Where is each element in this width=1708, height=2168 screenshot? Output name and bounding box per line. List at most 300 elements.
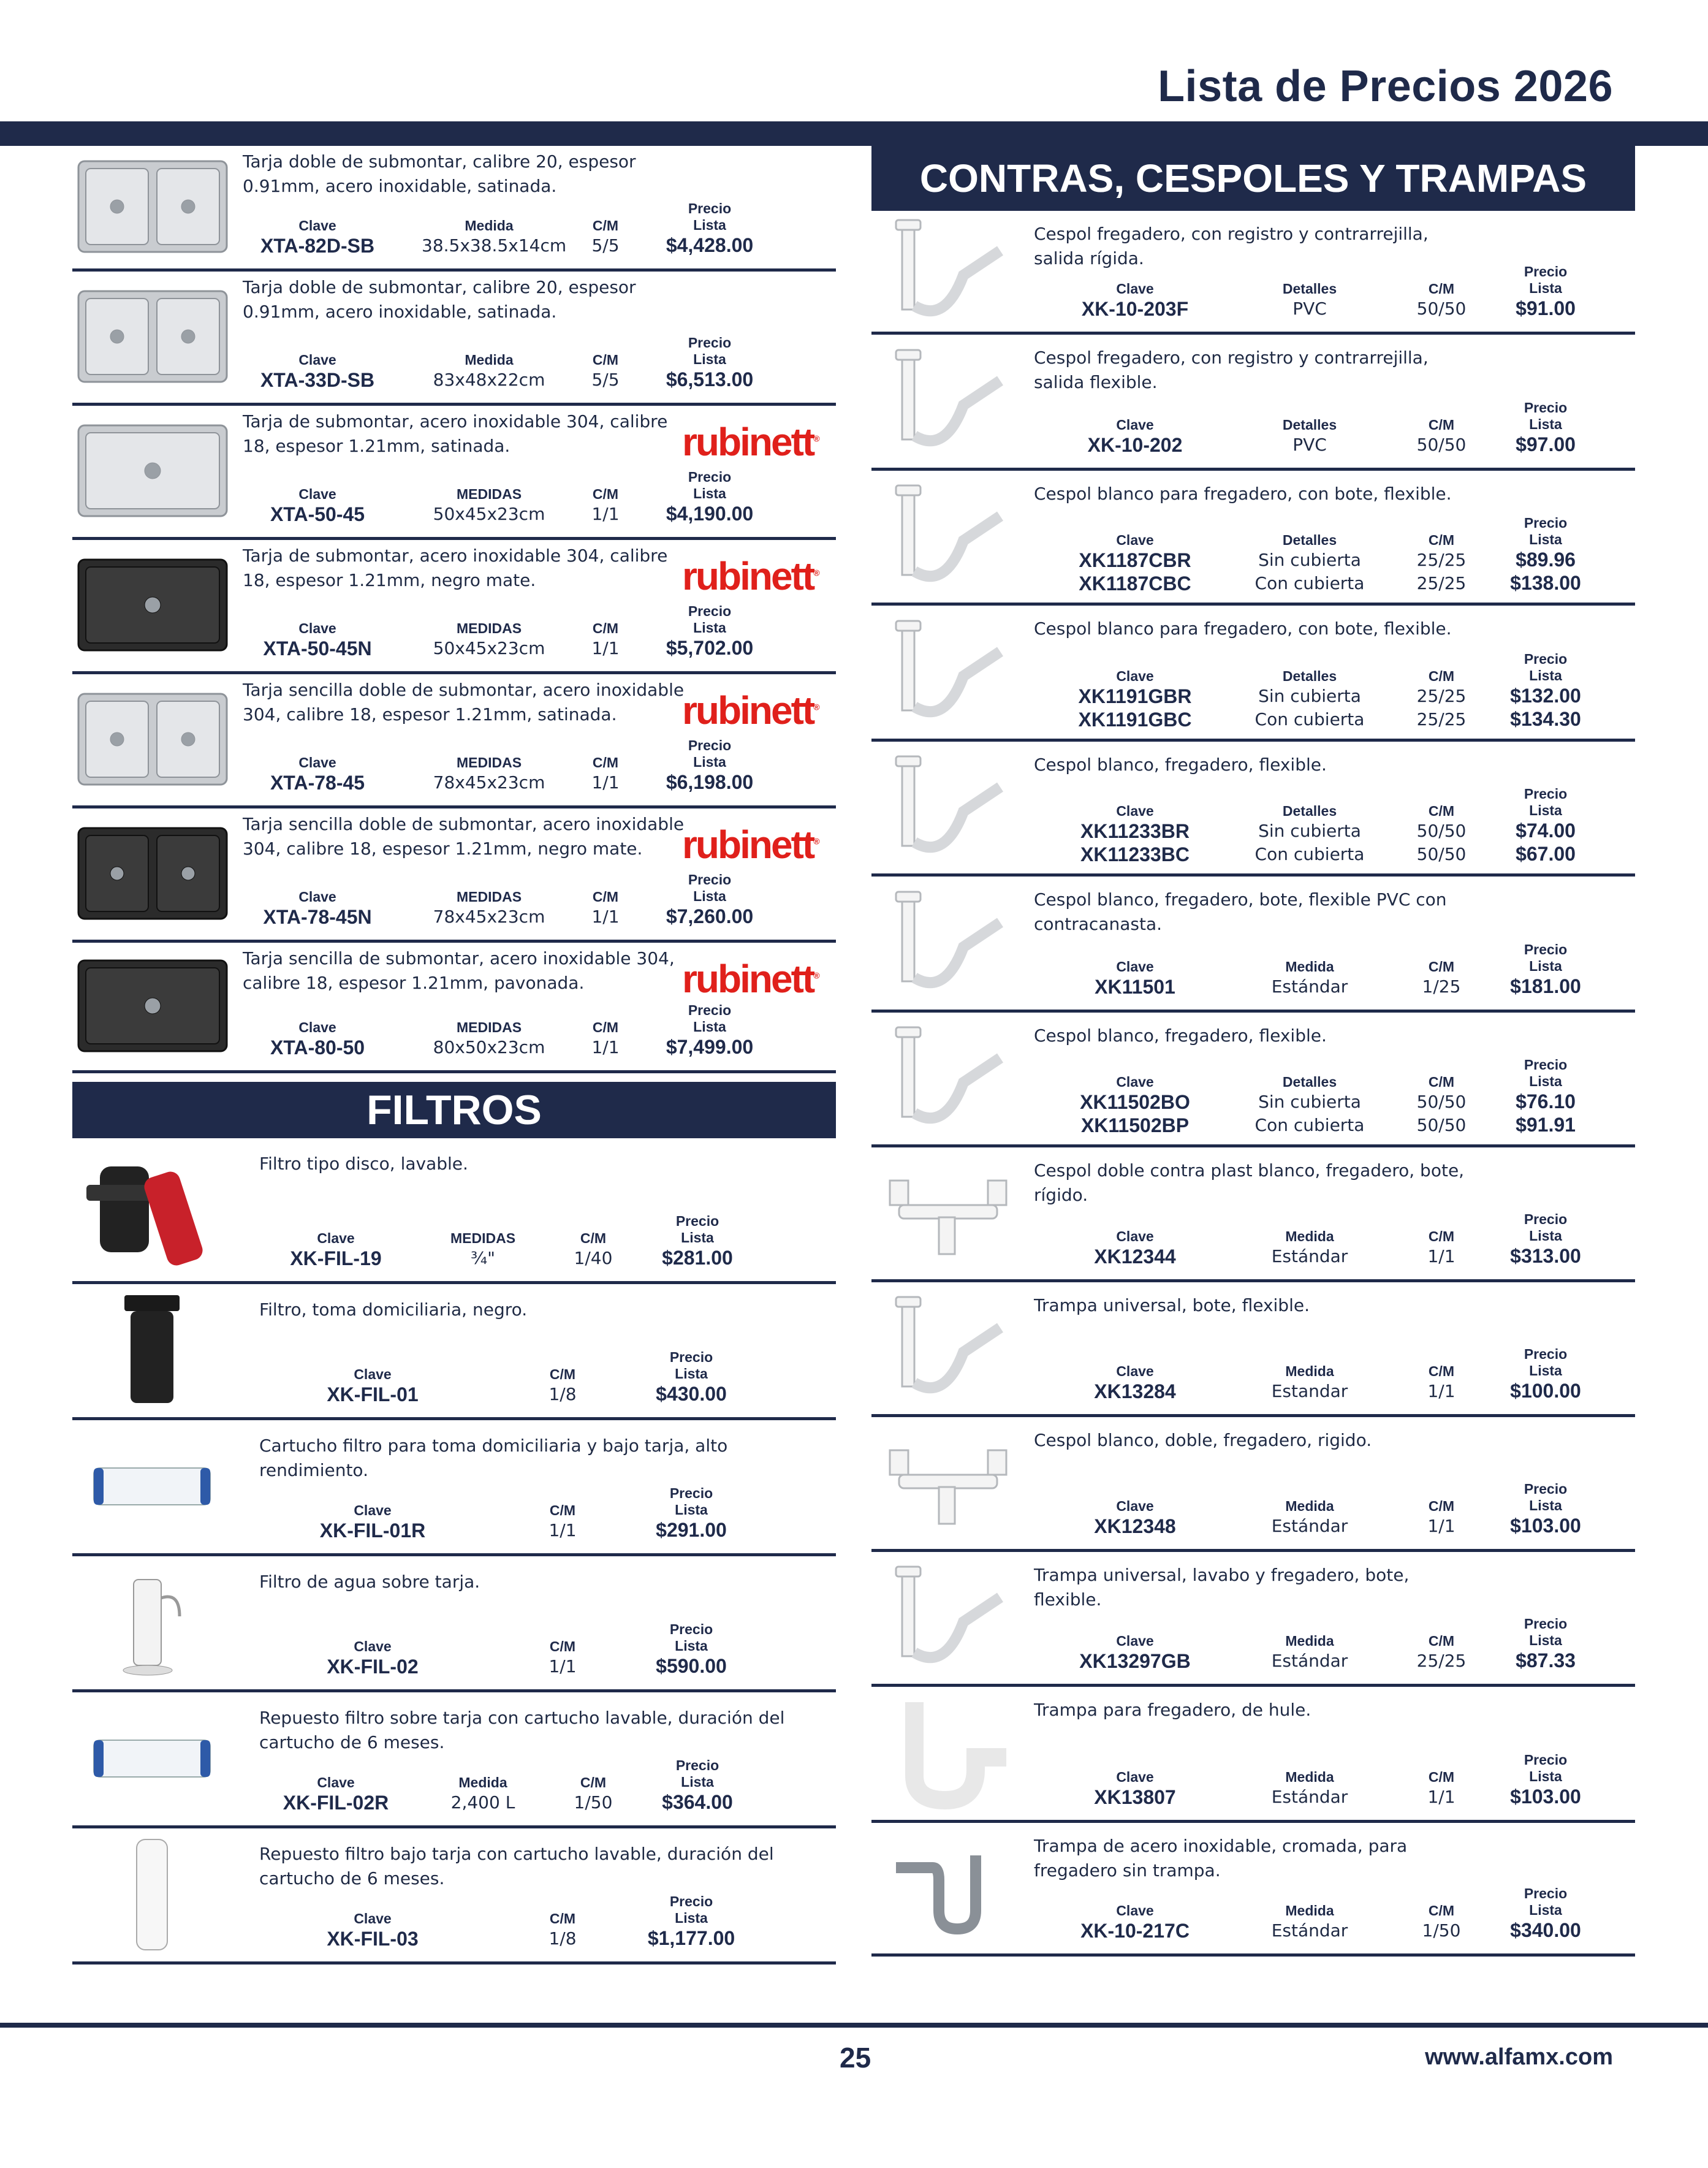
price-field-label: Lista [681,1230,714,1246]
clave-field-value: XK11233BC [1080,843,1190,865]
price-field [1484,651,1607,731]
product-description: Cespol fregadero, con registro y contrarrejilla, salida rígida. [1034,224,1429,268]
detalle-field [1239,803,1380,866]
cm-field-value: 1/1 [591,638,620,658]
clave-field-value: XK13284 [1094,1380,1176,1402]
clave-field-label: Clave [317,1230,355,1246]
double-trap-icon [871,1156,1025,1272]
price-field-label: Precio [1524,786,1568,802]
rubinett-logo-text: rubinett [682,823,814,867]
cm-field [501,1638,624,1678]
product-description: Repuesto filtro bajo tarja con cartucho lavable, duración del cartucho de 6 meses. [259,1844,774,1888]
cespol-item [871,1282,1635,1417]
clave-field-value: XK-FIL-01 [327,1383,419,1405]
price-field-label: Lista [693,1019,726,1035]
page-number: 25 [840,2042,871,2074]
cm-field-label: C/M [580,1230,607,1246]
price-field-label: Precio [1524,264,1568,280]
price-field-value: $340.00 [1510,1919,1581,1941]
detalle-field-value: Con cubierta [1254,709,1365,729]
price-field [612,1349,771,1405]
price-field-label: Precio [1524,651,1568,667]
cm-field-value: 25/25 [1416,709,1467,729]
cm-field-value: 50/50 [1416,299,1467,319]
cm-field [1399,1498,1484,1538]
cespol-item [871,1147,1635,1282]
cm-field-label: C/M [549,1366,576,1382]
flex-trap-icon [871,750,1025,867]
clave-field-label: Clave [354,1366,392,1382]
cm-field [501,1502,624,1542]
price-field-label: Lista [1529,1073,1562,1089]
price-field [1484,400,1607,456]
clave-field-value: XTA-80-50 [270,1036,365,1059]
price-field [636,335,783,391]
cm-field-label: C/M [1428,281,1455,297]
detalle-field-label: Detalles [1282,1074,1337,1090]
medida-field-label: Medida [458,1774,507,1790]
price-field-label: Lista [1529,668,1562,683]
detalle-field-label: Medida [1285,1498,1334,1514]
price-field-label: Lista [1529,802,1562,818]
cm-field [563,218,648,257]
product-description: Cespol blanco, fregadero, bote, flexible PVC con contracanasta. [1034,889,1447,934]
price-field-value: $430.00 [656,1383,727,1405]
price-field-label: Precio [675,1213,719,1229]
rubinett-logo-text: rubinett [682,957,814,1001]
clave-field [238,755,397,794]
price-field-label: Lista [675,1910,708,1926]
registered-mark: ® [813,568,818,578]
medida-field-value: 38.5x38.5x14cm [422,235,567,256]
clave-field-label: Clave [1116,1633,1154,1649]
universal-trap-icon [871,1291,1025,1407]
price-field-label: Lista [1529,1363,1562,1379]
cespol-item [871,335,1635,471]
price-field-label: Lista [693,485,726,501]
clave-field-value: XK1191GBC [1078,709,1192,731]
rubinett-logo [682,419,818,465]
product-description: Filtro tipo disco, lavable. [259,1154,468,1174]
cm-field-value: 1/1 [1427,1516,1456,1536]
price-field-value: $91.91 [1516,1114,1576,1136]
medida-field-label: MEDIDAS [456,1019,522,1035]
price-field-value: $5,702.00 [666,637,754,659]
price-field-value: $7,260.00 [666,905,754,927]
product-description: Cespol blanco para fregadero, con bote, flexible. [1034,484,1452,504]
price-field-label: Precio [688,469,732,485]
price-field-label: Lista [693,351,726,367]
detalle-field-label: Medida [1285,1769,1334,1785]
clave-field [1055,959,1215,998]
clave-field-value: XK13297GB [1079,1650,1191,1672]
price-field-label: Precio [675,1757,719,1773]
cm-field [501,1366,624,1406]
bottle-trap-icon [871,614,1025,732]
clave-field-label: Clave [1116,1074,1154,1090]
price-field-value: $138.00 [1510,572,1581,594]
price-field-value: $91.00 [1516,297,1576,319]
cm-field [1399,1074,1484,1137]
cm-field-value: 1/50 [1422,1920,1461,1941]
cespol-item [871,471,1635,606]
price-field-value: $6,513.00 [666,368,754,390]
filtro-item [72,1828,836,1965]
price-field [1484,1616,1607,1672]
detalle-field-label: Detalles [1282,668,1337,684]
detalle-field-value: Estandar [1271,1381,1348,1401]
cm-field [563,352,648,392]
clave-field [1055,417,1215,457]
rubinett-logo [682,553,818,599]
cm-field-label: C/M [1428,417,1455,433]
cm-field-value: 1/1 [1427,1787,1456,1807]
price-field-label: Lista [693,754,726,770]
price-field [612,1893,771,1950]
clave-field-value: XK-10-202 [1087,434,1183,456]
registered-mark: ® [813,970,818,981]
price-field [1484,1752,1607,1808]
clave-field-label: Clave [317,1774,355,1790]
price-field-value: $100.00 [1510,1380,1581,1402]
price-field-label: Precio [669,1893,713,1909]
cm-field-value: 1/40 [574,1248,613,1268]
price-field-value: $87.33 [1516,1649,1576,1672]
clave-field [238,218,397,257]
cespol-item [871,1013,1635,1147]
detalle-field-value: Con cubierta [1254,573,1365,593]
clave-field [1055,1633,1215,1673]
rubinett-logo-text: rubinett [682,554,814,598]
product-description: Cespol blanco, fregadero, flexible. [1034,755,1327,775]
detalle-field-value: Con cubierta [1254,1115,1365,1135]
clave-field-label: Clave [1116,1363,1154,1379]
price-field-value: $97.00 [1516,433,1576,455]
cm-field-label: C/M [580,1774,607,1790]
cm-field-label: C/M [592,352,619,368]
rubinett-logo-text: rubinett [682,688,814,732]
countertop-filter-icon [72,1564,232,1681]
medida-field [422,352,556,392]
price-field [636,200,783,257]
cm-field-label: C/M [1428,1903,1455,1919]
cm-field-value: 25/25 [1416,1651,1467,1671]
clave-field-value: XK11501 [1095,976,1175,998]
price-field-label: Lista [681,1774,714,1790]
clave-field-value: XK-FIL-01R [319,1520,426,1542]
detalle-field [1239,959,1380,998]
clave-field-value: XTA-78-45N [263,906,372,928]
medida-field-value: 50x45x23cm [433,504,545,524]
cm-field [550,1774,636,1814]
cm-field [1399,1363,1484,1403]
double-sink-black-icon [72,815,233,932]
detalle-field-value: Estándar [1271,1787,1348,1807]
price-field-value: $6,198.00 [666,771,754,793]
tarja-item [72,808,836,943]
clave-field-label: Clave [1116,1228,1154,1244]
price-field-label: Precio [669,1621,713,1637]
universal-trap-icon [871,1561,1025,1677]
single-sink-black-icon [72,949,233,1062]
cm-field [1399,1903,1484,1942]
product-description: Repuesto filtro sobre tarja con cartucho lavable, duración del cartucho de 6 meses. [259,1708,785,1752]
price-field-value: $132.00 [1510,685,1581,707]
price-field-label: Precio [688,603,732,619]
registered-mark: ® [813,702,818,712]
detalle-field-label: Medida [1285,1903,1334,1919]
tarja-item [72,674,836,808]
cm-field-label: C/M [1428,1769,1455,1785]
detalle-field-value: Sin cubierta [1258,550,1361,570]
clave-field-label: Clave [354,1911,392,1926]
price-field-label: Lista [1529,1497,1562,1513]
clave-field-label: Clave [298,755,336,770]
price-field-label: Lista [1529,280,1562,296]
tarja-item [72,272,836,406]
rigid-trap-icon [871,219,1025,325]
price-field [612,1485,771,1542]
medida-field-label: MEDIDAS [456,486,522,502]
medida-field-label: MEDIDAS [456,620,522,636]
clave-field [1055,281,1215,321]
price-field-label: Precio [1524,400,1568,416]
price-field-value: $4,428.00 [666,234,754,256]
price-field-label: Precio [1524,1481,1568,1497]
price-field-label: Lista [675,1502,708,1518]
flex-trap-icon [871,885,1025,1003]
clave-field [1055,1363,1215,1403]
cm-field-label: C/M [549,1911,576,1926]
price-field [636,469,783,525]
product-description: Tarja sencilla doble de submontar, acero inoxidable 304, calibre 18, espesor 1.21mm, negro mate. [243,814,685,859]
clave-field [1055,668,1215,731]
detalle-field [1239,281,1380,321]
product-description: Trampa universal, lavabo y fregadero, bote, flexible. [1034,1565,1410,1610]
clave-field-label: Clave [354,1638,392,1654]
detalle-field-value: Sin cubierta [1258,821,1361,841]
double-sink-icon [72,278,233,395]
detalle-field-value: Estándar [1271,976,1348,997]
price-field [1484,515,1607,595]
detalle-field-value: Estándar [1271,1651,1348,1671]
cm-field-label: C/M [1428,1633,1455,1649]
price-field-label: Lista [1529,531,1562,547]
price-field-label: Lista [675,1638,708,1654]
price-field-label: Precio [688,335,732,351]
clave-field-value: XK1187CBC [1079,572,1191,595]
clave-field-value: XTA-50-45N [263,637,372,660]
clave-field [1055,803,1215,866]
cm-field [1399,668,1484,731]
price-field-label: Precio [688,200,732,216]
detalle-field-label: Detalles [1282,281,1337,297]
product-description: Tarja de submontar, acero inoxidable 304, calibre 18, espesor 1.21mm, satinada. [243,411,668,456]
clave-field-value: XTA-50-45 [270,503,365,525]
clave-field [238,620,397,660]
cm-field [1399,1228,1484,1268]
medida-field [422,755,556,794]
price-field-label: Lista [675,1366,708,1382]
cm-field-label: C/M [592,889,619,905]
cm-field-value: 1/1 [591,1037,620,1057]
medida-field [422,218,567,257]
contras-list [871,211,1635,1957]
product-description: Tarja doble de submontar, calibre 20, espesor 0.91mm, acero inoxidable, satinada. [243,151,636,196]
cm-field-label: C/M [592,755,619,770]
detalle-field-label: Detalles [1282,532,1337,548]
clave-field-label: Clave [1116,668,1154,684]
price-field-label: Lista [1529,1902,1562,1918]
filtro-item [72,1420,836,1556]
cespol-item [871,211,1635,335]
product-description: Tarja de submontar, acero inoxidable 304, calibre 18, espesor 1.21mm, negro mate. [243,546,668,590]
cm-field [550,1230,636,1270]
cm-field-value: 1/50 [574,1792,613,1812]
clave-field-value: XK1187CBR [1079,549,1191,571]
clave-field-label: Clave [298,889,336,905]
price-field-value: $364.00 [662,1791,733,1813]
clave-field-label: Clave [298,1019,336,1035]
detalle-field [1239,1769,1380,1809]
detalle-field-value: Sin cubierta [1258,1092,1361,1112]
product-description: Filtro, toma domiciliaria, negro. [259,1299,528,1320]
product-description: Trampa de acero inoxidable, cromada, para fregadero sin trampa. [1034,1836,1408,1881]
clave-field-value: XK11502BO [1080,1091,1190,1113]
cm-field [1399,281,1484,321]
clave-field [1055,1074,1215,1137]
clave-field [256,1774,416,1814]
clave-field [281,1366,465,1406]
rubber-trap-icon [871,1695,1025,1813]
price-field [636,1757,759,1814]
product-description: Cespol fregadero, con registro y contrarrejilla, salida flexible. [1034,348,1429,392]
cm-field-label: C/M [1428,1498,1455,1514]
product-description: Cespol doble contra plast blanco, fregadero, bote, rígido. [1034,1160,1465,1205]
price-field-value: $103.00 [1510,1786,1581,1808]
cespol-item [871,1687,1635,1823]
cartridge-white-icon [72,1836,232,1953]
product-description: Tarja sencilla doble de submontar, acero inoxidable 304, calibre 18, espesor 1.21mm, satinada. [243,680,685,725]
registered-mark: ® [813,836,818,846]
price-field [1484,1057,1607,1136]
clave-field [1055,1498,1215,1538]
price-field-value: $291.00 [656,1519,727,1541]
detalle-field [1239,417,1380,457]
price-field-label: Precio [669,1485,713,1501]
cm-field-value: 50/50 [1416,1115,1467,1135]
clave-field [281,1502,465,1542]
p-trap-icon [871,343,1025,461]
cm-field-label: C/M [592,1019,619,1035]
medida-field [428,1230,538,1270]
cm-field-label: C/M [592,486,619,502]
page-title: Lista de Precios 2026 [1158,62,1613,111]
website-link[interactable]: www.alfamx.com [1425,2044,1613,2070]
cm-field-value: 25/25 [1416,573,1467,593]
clave-field-label: Clave [354,1502,392,1518]
disc-filter-icon [72,1146,232,1273]
medida-field-value: 78x45x23cm [433,907,545,927]
detalle-field [1239,1363,1380,1403]
bottle-trap-icon [871,479,1025,596]
product-description: Cartucho filtro para toma domiciliaria y bajo tarja, alto rendimiento. [259,1436,728,1480]
price-field-value: $89.96 [1516,549,1576,571]
clave-field-label: Clave [298,352,336,368]
tarja-item [72,406,836,540]
detalle-field-value: PVC [1292,435,1327,455]
cm-field [1399,803,1484,866]
detalle-field-value: Estándar [1271,1246,1348,1266]
clave-field-label: Clave [1116,1498,1154,1514]
detalle-field [1239,1633,1380,1673]
cm-field-label: C/M [592,218,619,234]
medida-field-label: MEDIDAS [456,889,522,905]
clave-field-label: Clave [1116,959,1154,975]
housing-filter-icon [72,1291,232,1409]
cm-field-value: 1/1 [591,772,620,793]
cm-field [1399,417,1484,457]
detalle-field-label: Detalles [1282,803,1337,819]
flex-trap-icon [871,1021,1025,1138]
detalle-field-label: Detalles [1282,417,1337,433]
price-field-label: Precio [688,737,732,753]
detalle-field-value: Con cubierta [1254,844,1365,864]
cm-field [563,1019,648,1059]
price-field-value: $281.00 [662,1247,733,1269]
cm-field-label: C/M [549,1502,576,1518]
clave-field [238,889,397,929]
price-field-value: $103.00 [1510,1515,1581,1537]
clave-field [281,1638,465,1678]
cm-field-value: 5/5 [591,370,620,390]
price-field [636,737,783,794]
medida-field-value: ¾" [470,1248,496,1268]
cm-field-value: 1/8 [548,1928,577,1949]
price-field-label: Precio [669,1349,713,1365]
clave-field [281,1911,465,1950]
price-field [636,603,783,660]
product-description: Cespol blanco, doble, fregadero, rigido. [1034,1430,1372,1450]
cm-field [563,755,648,794]
medida-field-value: 2,400 L [450,1792,515,1812]
cm-field [563,486,648,526]
double-sink-icon [72,680,233,797]
cespol-item [871,1552,1635,1687]
clave-field-value: XTA-78-45 [270,772,365,794]
cm-field-value: 1/25 [1422,976,1461,997]
cm-field-value: 1/1 [591,504,620,524]
price-field-label: Lista [1529,1632,1562,1648]
price-field [1484,941,1607,998]
price-field-label: Precio [1524,515,1568,531]
rubinett-logo [682,822,818,867]
medida-field [422,889,556,929]
price-field [1484,1346,1607,1402]
price-field-label: Precio [688,1002,732,1018]
rubinett-logo-text: rubinett [682,420,814,464]
price-field-value: $74.00 [1516,820,1576,842]
clave-field [238,1019,397,1059]
clave-field-label: Clave [1116,1903,1154,1919]
medida-field [422,620,556,660]
price-field-label: Precio [1524,1616,1568,1632]
price-field [636,1213,759,1269]
double-trap-icon [871,1426,1025,1542]
tarjas-list [72,146,836,1073]
price-field [1484,1885,1607,1942]
detalle-field-label: Medida [1285,959,1334,975]
